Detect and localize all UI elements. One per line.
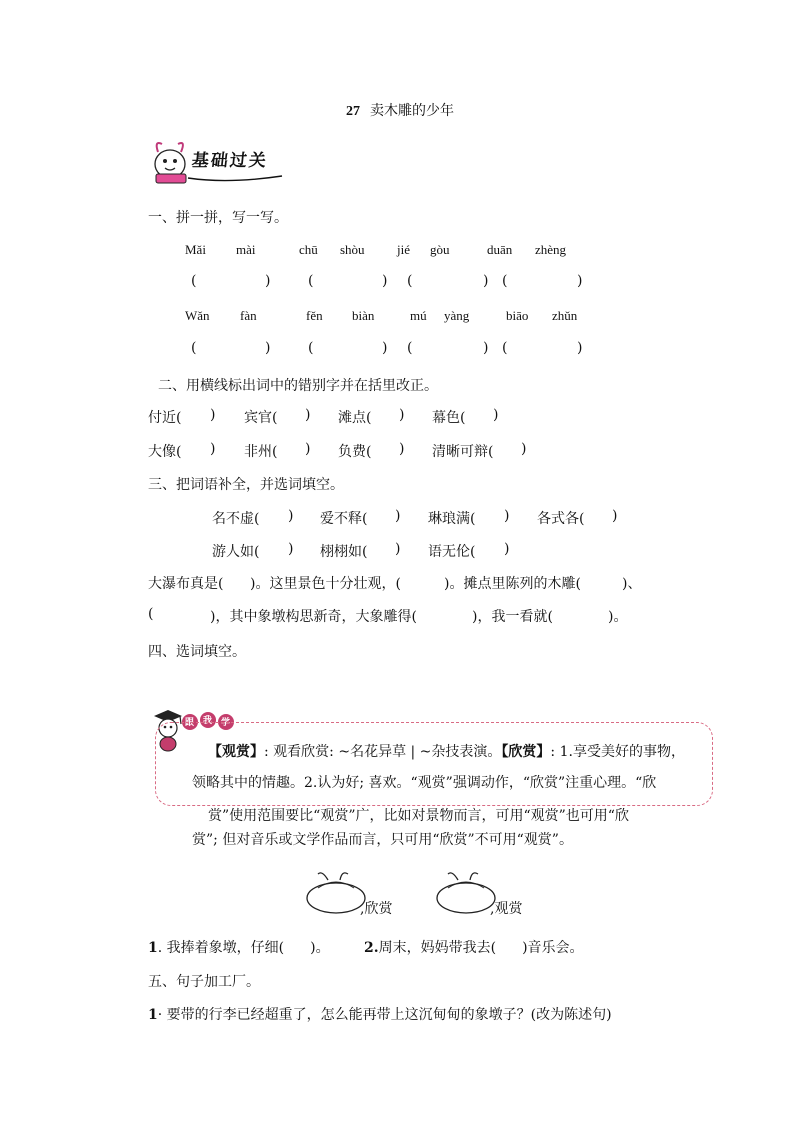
answer-blank-close[interactable]: ) bbox=[210, 441, 216, 457]
question-number: 2. bbox=[364, 940, 379, 956]
tip-badge-char: 学 bbox=[221, 718, 231, 728]
question-1 bbox=[148, 937, 330, 957]
pinyin: jié bbox=[397, 242, 410, 257]
tip-definition: : 1.享受美好的事物， bbox=[550, 744, 685, 760]
tip-definition: : 观看欣赏: ~名花异草 | ~杂技表演。 bbox=[264, 744, 502, 760]
idiom: 爱不释( bbox=[320, 511, 368, 527]
answer-blank-open[interactable]: ( bbox=[407, 340, 413, 356]
answer-blank-close: ) bbox=[265, 340, 271, 356]
idiom: 栩栩如( bbox=[320, 544, 368, 560]
answer-blank-close[interactable]: ) bbox=[504, 541, 510, 557]
question-text: )音乐会。 bbox=[522, 940, 584, 956]
pinyin: zhǔn bbox=[552, 308, 578, 323]
answer-blank-open[interactable]: ( bbox=[407, 273, 413, 289]
section-banner bbox=[148, 134, 288, 186]
tip-line-3: 赏”使用范围要比“观赏”广，比如对景物而言，可用“观赏”也可用“欣 bbox=[208, 808, 629, 824]
paragraph-text: 大瀑布真是( bbox=[148, 576, 224, 592]
question-text: . 我捧着象墩，仔细( bbox=[157, 940, 285, 956]
typo-word: 滩点( bbox=[338, 410, 372, 426]
answer-blank-close[interactable]: ) bbox=[288, 508, 294, 524]
answer-blank-close[interactable]: ) bbox=[521, 441, 527, 457]
answer-blank-open[interactable]: ( bbox=[502, 340, 508, 356]
typo-word: 非州( bbox=[244, 444, 278, 460]
question-text: 周末，妈妈带我去( bbox=[378, 940, 497, 956]
question-number: 1 bbox=[148, 940, 158, 956]
pinyin: mài bbox=[236, 242, 256, 257]
pinyin: biāo bbox=[506, 308, 529, 323]
answer-blank-close[interactable]: ) bbox=[612, 508, 618, 524]
answer-blank-open[interactable]: ( bbox=[502, 273, 508, 289]
idiom: 游人如( bbox=[212, 544, 260, 560]
banner-title: 基础过关 bbox=[190, 151, 269, 171]
section-3-heading: 三、把词语补全，并选词填空。 bbox=[148, 477, 344, 493]
pinyin: duān bbox=[487, 242, 513, 257]
sentence-question-1 bbox=[148, 1004, 612, 1024]
answer-blank-close: ) bbox=[577, 340, 583, 356]
question-text: )。 bbox=[310, 940, 330, 956]
answer-blank-open[interactable]: ( bbox=[308, 273, 314, 289]
pinyin: zhèng bbox=[535, 242, 567, 257]
question-2 bbox=[364, 937, 584, 957]
paragraph-text: ( bbox=[148, 606, 154, 622]
answer-blank-close[interactable]: ) bbox=[395, 541, 401, 557]
answer-blank-close[interactable]: ) bbox=[210, 407, 216, 423]
typo-word: 大像( bbox=[148, 444, 182, 460]
tip-line-2: 领略其中的情趣。2.认为好; 喜欢。“观赏”强调动作，“欣赏”注重心理。“欣 bbox=[192, 775, 657, 791]
answer-blank-open[interactable]: ( bbox=[191, 340, 197, 356]
pinyin: mú bbox=[410, 308, 427, 323]
idiom: 名不虚( bbox=[212, 511, 260, 527]
idiom: 各式各( bbox=[537, 511, 585, 527]
idiom: 琳琅满( bbox=[428, 511, 476, 527]
paragraph-text: )。 bbox=[608, 609, 628, 625]
question-text: · 要带的行李已经超重了，怎么能再带上这沉甸甸的象墩子？(改为陈述句) bbox=[157, 1007, 612, 1023]
answer-blank-close[interactable]: ) bbox=[305, 407, 311, 423]
choice-word: ,欣赏 bbox=[360, 901, 393, 917]
pinyin: fàn bbox=[240, 308, 257, 323]
section-5-heading: 五、句子加工厂。 bbox=[148, 974, 260, 990]
tip-term: 【欣赏】 bbox=[501, 744, 551, 760]
pinyin: fěn bbox=[306, 308, 323, 323]
answer-blank-close[interactable]: ) bbox=[399, 441, 405, 457]
answer-blank-close[interactable]: ) bbox=[504, 508, 510, 524]
tip-line-4: 赏”; 但对音乐或文学作品而言，只可用“欣赏”不可用“观赏”。 bbox=[192, 832, 573, 848]
paragraph-text: )。摊点里陈列的木雕( bbox=[444, 576, 581, 592]
choice-word: ,观赏 bbox=[490, 901, 523, 917]
lesson-number: 27 bbox=[346, 104, 360, 119]
answer-blank-close: ) bbox=[577, 273, 583, 289]
question-number: 1 bbox=[148, 1007, 158, 1023]
pinyin: yàng bbox=[444, 308, 470, 323]
pinyin: gòu bbox=[430, 242, 450, 257]
answer-blank-close: ) bbox=[382, 273, 388, 289]
typo-word: 付近( bbox=[148, 410, 182, 426]
pinyin: shòu bbox=[340, 242, 365, 257]
page-title bbox=[0, 100, 800, 120]
paragraph-text: )、 bbox=[622, 576, 642, 592]
tip-box bbox=[155, 722, 713, 806]
paragraph-text: )。这里景色十分壮观，( bbox=[250, 576, 401, 592]
pinyin: Wǎn bbox=[185, 308, 210, 323]
answer-blank-close[interactable]: ) bbox=[493, 407, 499, 423]
pinyin: biàn bbox=[352, 308, 375, 323]
tip-term: 【观赏】 bbox=[208, 744, 264, 760]
tip-line-1 bbox=[208, 741, 685, 761]
lesson-title: 卖木雕的少年 bbox=[370, 103, 454, 119]
typo-word: 负费( bbox=[338, 444, 372, 460]
answer-blank-close[interactable]: ) bbox=[288, 541, 294, 557]
paragraph-text: )，其中象墩构思新奇，大象雕得( bbox=[210, 609, 417, 625]
section-4-heading: 四、选词填空。 bbox=[148, 644, 246, 660]
answer-blank-close: ) bbox=[483, 340, 489, 356]
answer-blank-close[interactable]: ) bbox=[399, 407, 405, 423]
typo-word: 幕色( bbox=[432, 410, 466, 426]
answer-blank-close[interactable]: ) bbox=[395, 508, 401, 524]
answer-blank-close: ) bbox=[265, 273, 271, 289]
idiom: 语无伦( bbox=[428, 544, 476, 560]
answer-blank-close: ) bbox=[382, 340, 388, 356]
tip-badge-char: 跟 bbox=[185, 718, 195, 728]
typo-word: 清晰可辩( bbox=[432, 444, 494, 460]
answer-blank-close: ) bbox=[483, 273, 489, 289]
answer-blank-close[interactable]: ) bbox=[305, 441, 311, 457]
section-2-heading: 二、用横线标出词中的错别字并在括里改正。 bbox=[158, 378, 438, 394]
section-1-heading: 一、拼一拼，写一写。 bbox=[148, 210, 288, 226]
pinyin: Mǎi bbox=[185, 242, 206, 257]
answer-blank-open[interactable]: ( bbox=[308, 340, 314, 356]
typo-word: 宾官( bbox=[244, 410, 278, 426]
answer-blank-open[interactable]: ( bbox=[191, 273, 197, 289]
paragraph-text: )，我一看就( bbox=[472, 609, 553, 625]
tip-badge-char: 我 bbox=[203, 716, 213, 726]
pinyin: chū bbox=[299, 242, 318, 257]
